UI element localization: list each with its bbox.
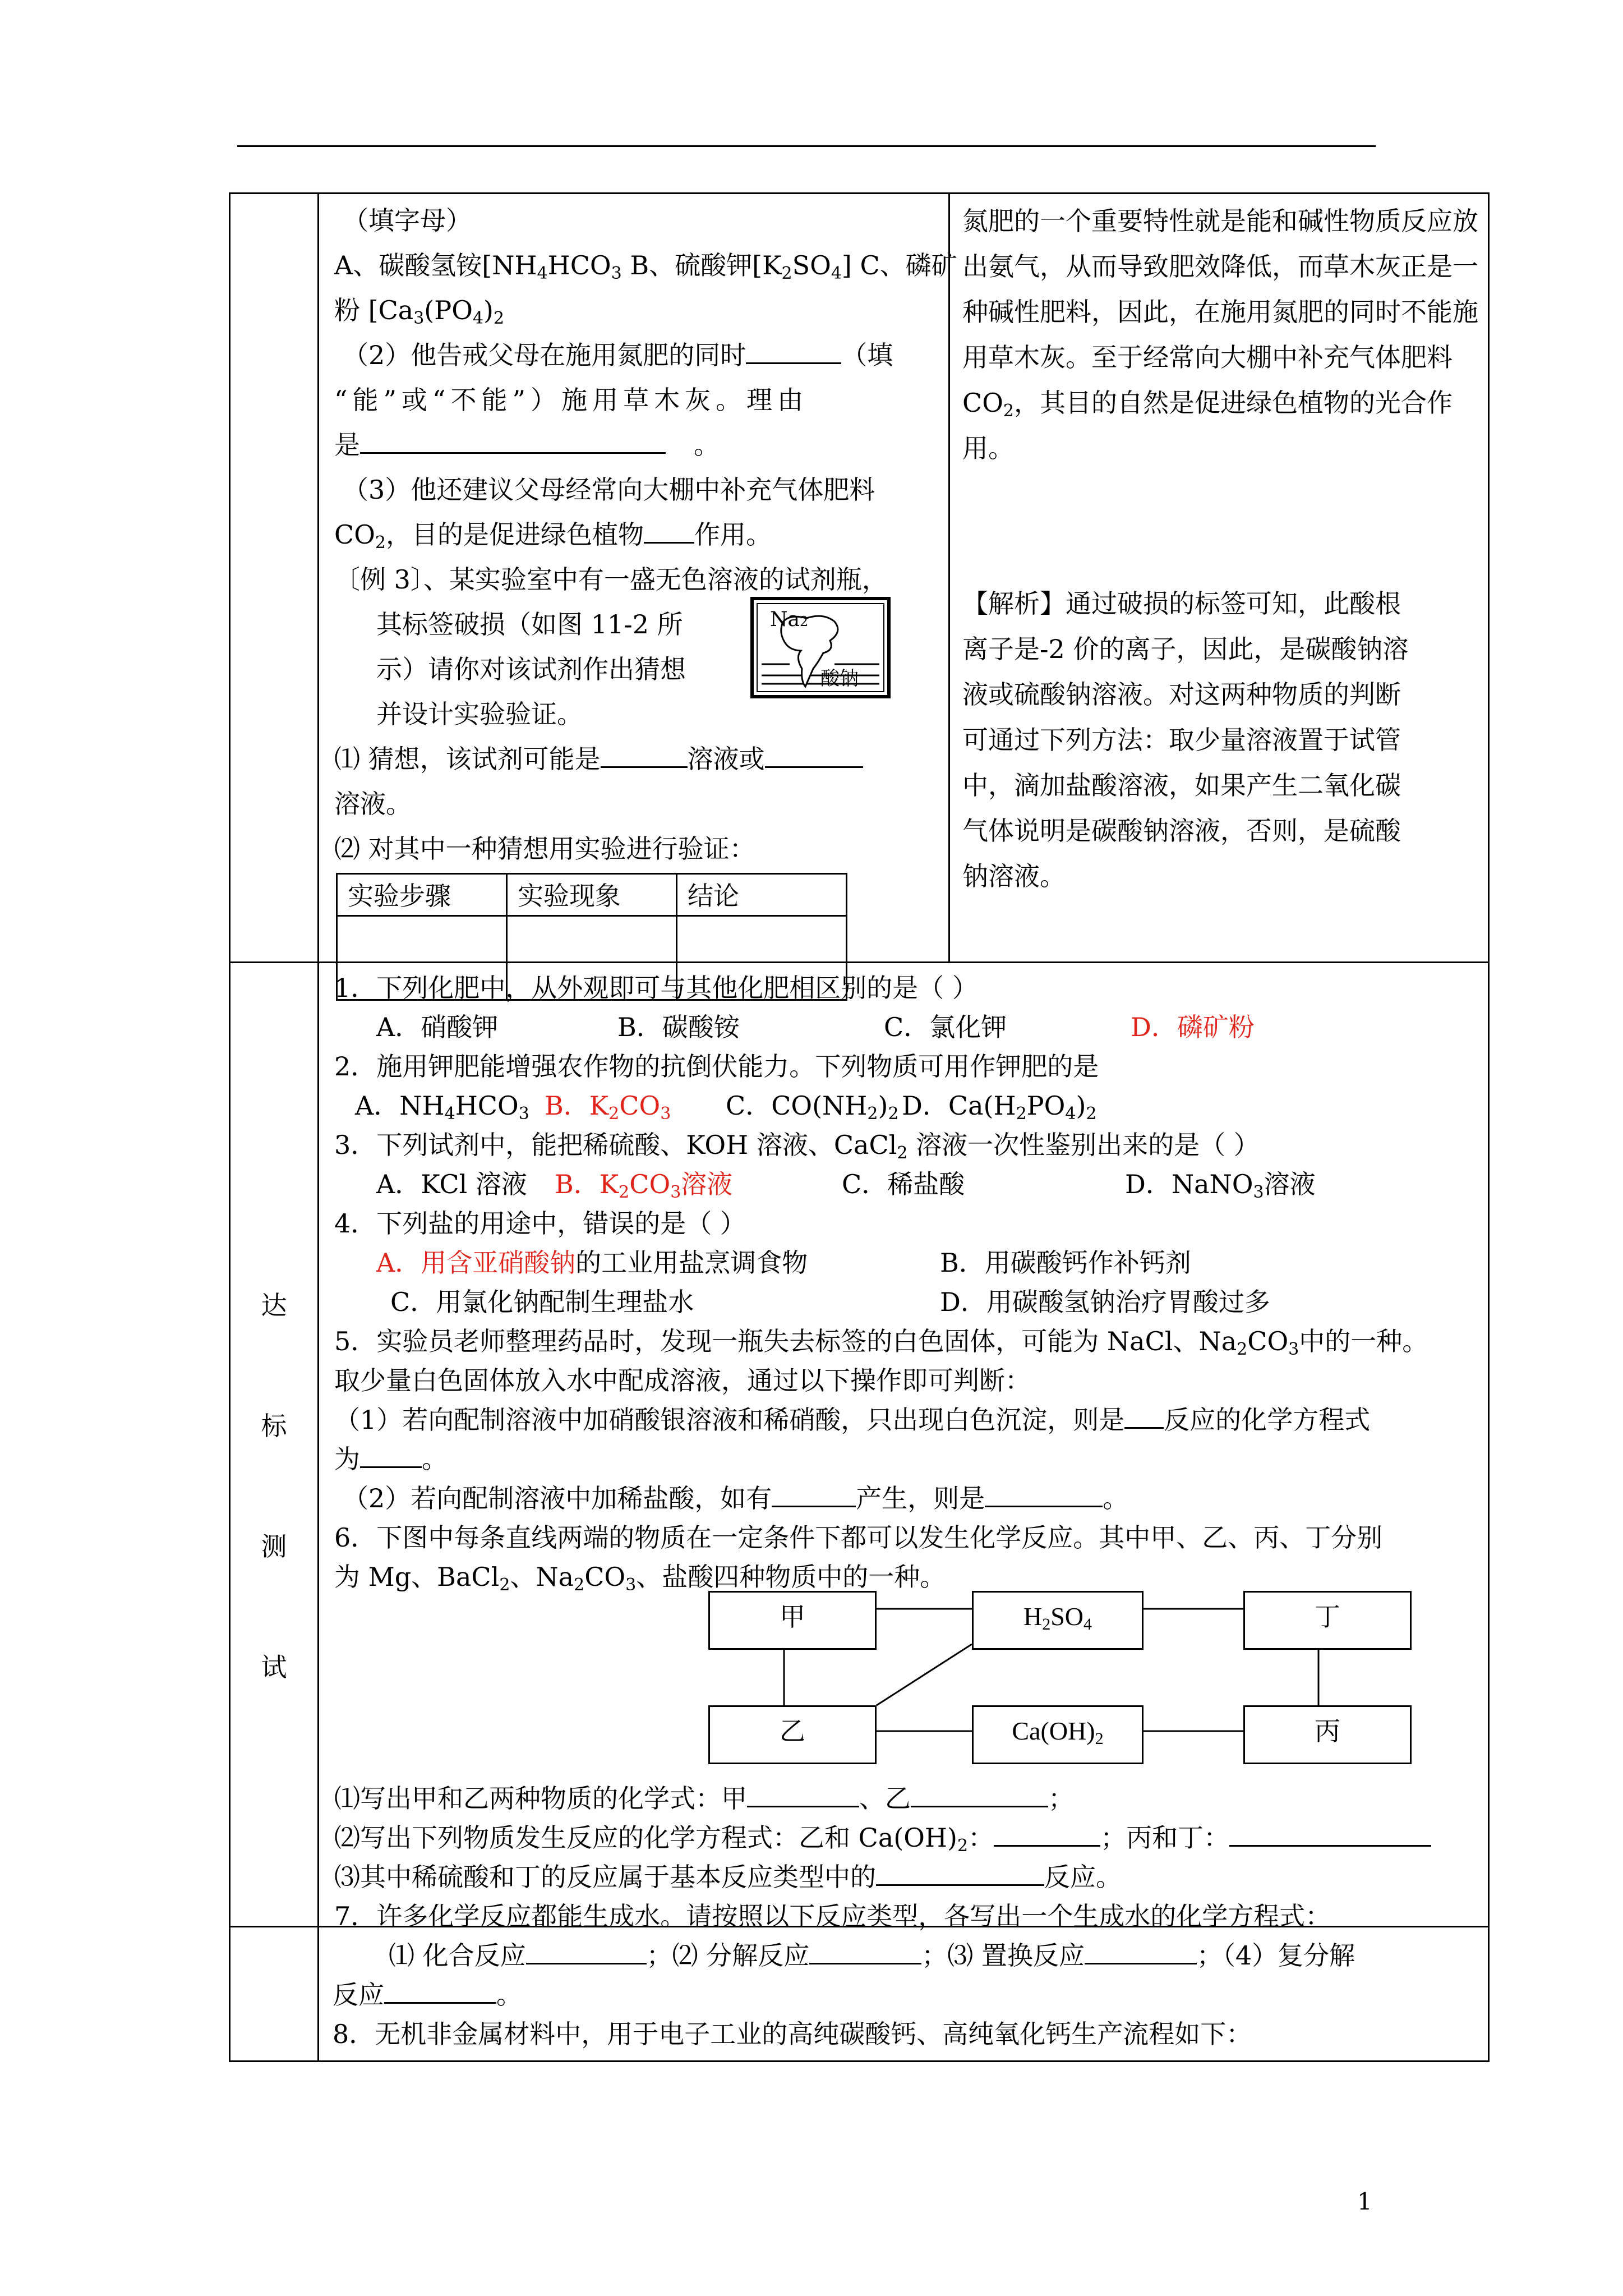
question-line: $CO_2$，目的是促进绿色植物 作用。	[334, 519, 772, 553]
q1-option-c: C．氯化钾	[884, 1012, 1007, 1042]
section-title-char: 达	[261, 1290, 287, 1320]
question-line: （2）他告戒父母在施用氮肥的同时 （填	[343, 340, 893, 370]
question-line: 为 。	[334, 1444, 448, 1474]
header-rule	[237, 145, 1376, 147]
text-line: （填字母）	[343, 205, 472, 236]
label-acid-text: 酸钠	[820, 668, 859, 690]
q3-option-a: A．KCl 溶液	[376, 1169, 527, 1199]
question-line: ⑴写出甲和乙两种物质的化学式：甲 、乙 ；	[334, 1783, 1074, 1814]
node-ding: 丁	[1243, 1591, 1412, 1650]
question-line: ⑴ 猜想，该试剂可能是 溶液或	[334, 737, 863, 781]
section-title-char: 标	[261, 1411, 287, 1441]
q2-option-c: C．$CO(NH_2)_2$	[726, 1091, 899, 1124]
question-line: 是 。	[334, 430, 720, 460]
node-bing: 丙	[1243, 1705, 1412, 1764]
answer-blank[interactable]	[747, 1800, 859, 1807]
question-1: 1．下列化肥中，从外观即可与其他化肥相区别的是（ ）	[334, 973, 978, 1003]
text-line: 溶液。	[334, 789, 412, 819]
column-divider	[317, 1926, 319, 2060]
node-h2so4: $H_2SO_4$	[972, 1591, 1144, 1650]
answer-blank[interactable]	[876, 1879, 1044, 1886]
question-line: ⑶其中稀硫酸和丁的反应属于基本反应类型中的 反应。	[334, 1862, 1122, 1892]
analysis-paragraph: 【解析】通过破损的标签可知，此酸根离子是-2 价的离子，因此，是碳酸钠溶液或硫酸钠溶液。对这两种物质的判断可通过下列方法：取少量溶液置于试管中，滴加盐酸溶液，如果产生二氧化碳气体说明是碳酸钠溶液，否则，是硫酸钠溶液。	[962, 588, 1409, 891]
question-line: （1）若向配制溶液中加硝酸银溶液和稀硝酸，只出现白色沉淀，则是 反应的化学方程式	[334, 1405, 1371, 1435]
answer-blank[interactable]	[911, 1800, 1048, 1807]
node-caoh2: $Ca(OH)_2$	[972, 1705, 1144, 1764]
question-7: 7．许多化学反应都能生成水。请按照以下反应类型，各写出一个生成水的化学方程式：	[334, 1901, 1331, 1931]
q2-option-b: B．$K_2CO_3$	[545, 1091, 671, 1124]
table-header: 结论	[677, 874, 847, 916]
section-title-char: 测	[261, 1531, 287, 1562]
node-jia: 甲	[708, 1591, 877, 1650]
question-line: （2）若向配制溶液中加稀盐酸，如有 产生，则是 。	[343, 1483, 1129, 1513]
question-line: ⑵写出下列物质发生反应的化学方程式：乙和 $Ca(OH)_2$： ；丙和丁：	[334, 1815, 1431, 1860]
example-heading: 〔例 3〕、某实验室中有一盛无色溶液的试剂瓶，	[334, 564, 888, 595]
table-header: 实验现象	[507, 874, 677, 916]
question-3: 3．下列试剂中，能把稀硫酸、KOH 溶液、CaCl$_2$ 溶液一次性鉴别出来的是（ ）	[334, 1130, 1260, 1163]
q4-option-a: A．用含亚硝酸钠的工业用盐烹调食物	[376, 1248, 808, 1278]
question-2: 2．施用钾肥能增强农作物的抗倒伏能力。下列物质可用作钾肥的是	[334, 1051, 1099, 1082]
text-line: 并设计实验验证。	[376, 699, 583, 729]
worksheet-table-continuation	[229, 1926, 1490, 2062]
worksheet-table	[229, 192, 1490, 1931]
question-line: ⑴ 化合反应 ；⑵ 分解反应 ；⑶ 置换反应 ；（4）复分解	[389, 1940, 1355, 1971]
text-line: 为 Mg、BaCl$_2$、$Na_2CO_3$、盐酸四种物质中的一种。	[334, 1562, 946, 1595]
q1-option-b: B．碳酸铵	[617, 1012, 740, 1042]
q3-option-c: C．稀盐酸	[842, 1169, 965, 1199]
q2-option-a: A．$NH_4HCO_3$	[355, 1091, 529, 1124]
text-line: ⑵ 对其中一种猜想用实验进行验证：	[334, 834, 755, 864]
page-number: 1	[1357, 2188, 1372, 2215]
text-line: “能”或“不能”）施用草木灰。理由	[334, 385, 809, 415]
text-line: 示）请你对该试剂作出猜想	[376, 654, 686, 684]
question-6: 6．下图中每条直线两端的物质在一定条件下都可以发生化学反应。其中甲、乙、丙、丁分别	[334, 1522, 1383, 1553]
q4-option-d: D．用碳酸氢钠治疗胃酸过多	[940, 1287, 1270, 1317]
q4-option-b: B．用碳酸钙作补钙剂	[940, 1248, 1191, 1278]
text-line: 取少量白色固体放入水中配成溶液，通过以下操作即可判断：	[334, 1365, 1031, 1396]
q2-option-d: D．$Ca(H_2PO_4)_2$	[902, 1091, 1097, 1124]
q4-option-c: C．用氯化钠配制生理盐水	[390, 1287, 694, 1317]
q1-option-a: A．硝酸钾	[376, 1012, 499, 1042]
text-line: （3）他还建议父母经常向大棚中补充气体肥料	[343, 475, 875, 505]
label-text: Na2	[770, 608, 809, 631]
question-line: 反应 。	[333, 1980, 522, 2010]
option-line: A、碳酸氢铵[$NH_4HCO_3$ B、硫酸钾$[K_2SO_4]$ C、磷矿	[334, 250, 957, 283]
question-8: 8．无机非金属材料中，用于电子工业的高纯碳酸钙、高纯氧化钙生产流程如下：	[333, 2019, 1252, 2049]
question-5: 5．实验员老师整理药品时，发现一瓶失去标签的白色固体，可能为 NaCl、$Na_2CO_3$中的一种。	[334, 1326, 1428, 1359]
question-4: 4．下列盐的用途中，错误的是（ ）	[334, 1208, 746, 1239]
q1-option-d: D．磷矿粉	[1131, 1012, 1255, 1042]
q3-option-d: D．NaNO$_3$溶液	[1125, 1169, 1316, 1202]
diagram-connectors	[230, 194, 1491, 1929]
text-line: 其标签破损（如图 11-2 所	[376, 609, 683, 639]
table-header: 实验步骤	[337, 874, 507, 916]
answer-blank[interactable]	[1229, 1839, 1431, 1847]
answer-explanation: 氮肥的一个重要特性就是能和碱性物质反应放出氨气，从而导致肥效降低，而草木灰正是一种碱性肥料，因此，在施用氮肥的同时不能施用草木灰。至于经常向大棚中补充气体肥料 $CO_2$，其目的自然是促进绿色植物的光合作用。	[962, 206, 1478, 463]
node-yi: 乙	[708, 1705, 877, 1764]
answer-blank[interactable]	[994, 1839, 1100, 1847]
q3-option-b: B．$K_2CO_3$溶液	[555, 1169, 733, 1202]
section-title-char: 试	[261, 1652, 287, 1682]
option-line: 粉 [$Ca_3(PO_4)_2$	[334, 295, 505, 328]
